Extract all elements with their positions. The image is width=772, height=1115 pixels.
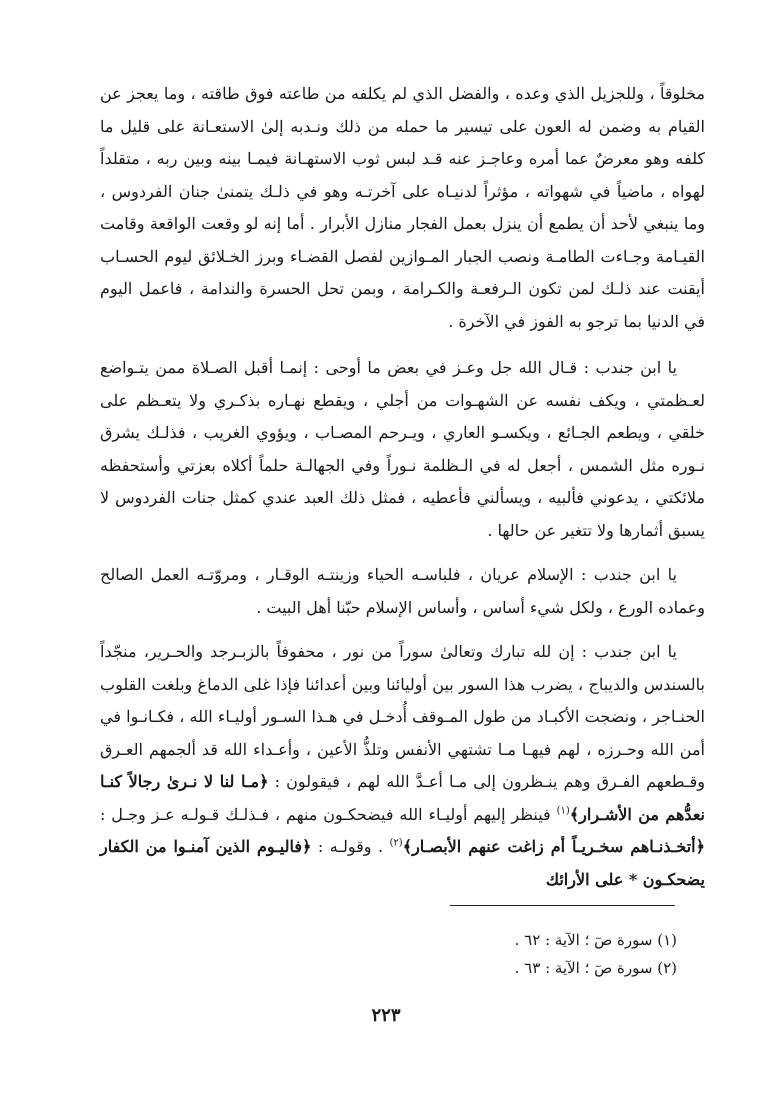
paragraph-3: يا ابن جندب : الإسلام عريان ، فلباسـه الحياء وزينتـه الوقـار ، ومروّتـه العمل الصالح وعماده الورع ، ولكل شيء أساس ، وأساس الإسلام حبّنا أهل البيت .	[100, 565, 705, 617]
paragraph-4-text-a: يا ابن جندب : إن لله تبارك وتعالىٰ سوراً من نور ، محفوفاً بالزبـرجد والحـرير، منجّداً بالسندس والديباج ، يضرب هذا السور بين أوليائنا وبين أعدائنا فإذا غلى الدماغ وبلغت القلوب الحنـاجر ، ونضجت الأكبـاد من طول المـوقف أُدخـل في هـذا السـور أوليـاء الله ، فكـانـوا في أمن الله وحـرزه ، لهم فيهـا مـا تشتهي الأنفس وتلذُّ الأعين ، وأعـداء الله قد ألجمهم العـرق وقـطعهم الفـرق وهم ينـظرون إلى مـا أعـدَّ الله لهم ، فيقولون :	[100, 642, 705, 791]
paragraph-4-text-b: فينظر إليهم أوليـاء الله فيضحكـون منهم ، فـذلـك قـولـه عـز وجـل :	[100, 804, 557, 824]
footnotes	[377, 926, 677, 982]
paragraph-4-text-c: . وقولـه :	[311, 837, 390, 856]
quran-quote-1: ﴿مـا لنا لا نـرىٰ رجالاً كنـا نعدُّهم من الأشـرار﴾	[100, 772, 705, 824]
footnote-2: (٢) سورة صٓ ؛ الآية : ٦٣ .	[514, 959, 677, 977]
paragraph-2: يا ابن جندب : قـال الله جل وعـز في بعض ما أوحى : إنمـا أقبل الصـلاة ممن يتـواضع لعـظمتي ، ويكف نفسه عن الشهـوات من أجلي ، ويقطع نهـاره بذكـري ولا يتعـظم على خلقي ، ويطعم الجـائع ، ويكسـو العاري ، ويـرحم المصـاب ، ويؤوي الغريب ، فذلـك يشرق نـوره مثل الشمس ، أجعل له في الـظلمة نـوراً وفي الجهالـة حلماً أكلاه بعزتي وأستحفظه ملائكتي ، يدعوني فألبيه ، ويسألني فأعطيه ، فمثل ذلك العبد عندي كمثل جنات الفردوس لا يسبق أثمارها ولا تتغير عن حالها .	[100, 358, 705, 540]
footnote-ref-1: (١)	[556, 805, 570, 817]
page-number: ٢٢٣	[371, 1005, 401, 1026]
paragraph-1: مخلوقاً ، وللجزيل الذي وعده ، والفضل الذي لم يكلفه من طاعته فوق طاقته ، وما يعجز عن القيام به وضمن له العون على تيسير ما حمله من ذلك ونـدبه إلىٰ الاستعـانة على قليل ما كلفه وهو معرضٌ عما أمره وعاجـز عنه قـد لبس ثوب الاستهـانة فيمـا بينه وبين ربه ، متقلداً لهواه ، ماضياً في شهواته ، مؤثراً لدنيـاه على آخرتـه وهو في ذلـك يتمنىٰ جنان الفردوس ، وما ينبغي لأحد أن يطمع أن ينزل بعمل الفجار منازل الأبرار . أما إنه لو وقعت الواقعة وقامت القيـامة وجـاءت الطامـة ونصب الجبار المـوازين لفصل القضـاء وبرز الخـلائق ليوم الحسـاب أيقنت عند ذلـك لمن تكون الـرفعـة والكـرامة ، وبمن تحل الحسرة والندامة ، فاعمل اليوم في الدنيا بما ترجو به الفوز في الآخرة .	[100, 84, 705, 331]
quran-quote-2: ﴿أتخـذنـاهم سخـريـاً أم زاغت عنهم الأبصـار﴾	[402, 837, 706, 856]
footnote-1: (١) سورة صٓ ؛ الآية : ٦٢ .	[514, 931, 677, 949]
footnote-ref-2: (٢)	[389, 837, 403, 849]
paragraph-4	[100, 636, 705, 896]
footnote-divider	[450, 905, 675, 906]
page-body	[100, 78, 705, 896]
quran-quote-3: ﴿فاليـوم الذين آمنـوا من الكفار يضحكـون * على الأرائك	[100, 837, 705, 889]
